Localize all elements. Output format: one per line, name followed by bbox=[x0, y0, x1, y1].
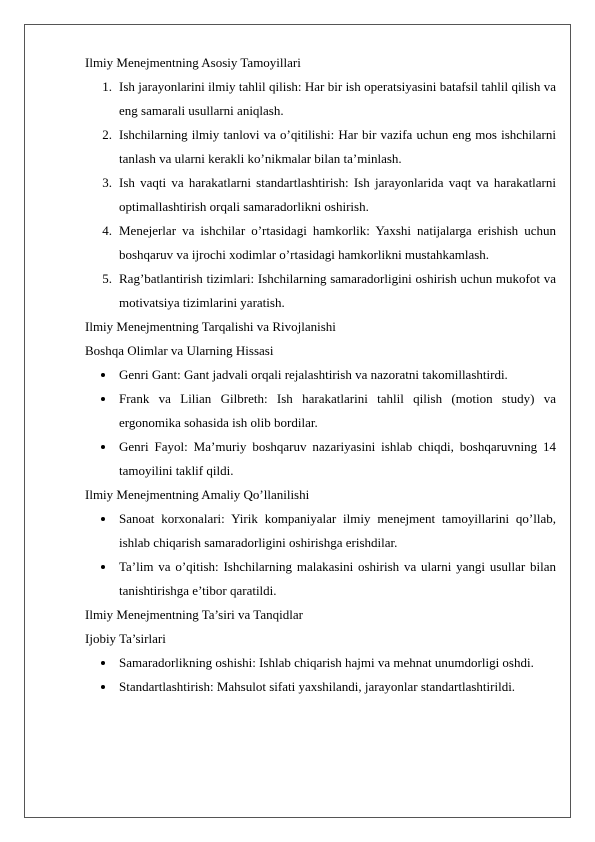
section-heading-impact: Ilmiy Menejmentning Ta’siri va Tanqidlar bbox=[85, 607, 303, 622]
list-item-text: Standartlashtirish: Mahsulot sifati yaxshilandi, jarayonlar standartlashtirildi. bbox=[119, 679, 516, 694]
section-heading-principles: Ilmiy Menejmentning Asosiy Tamoyillari bbox=[85, 55, 301, 70]
document-body bbox=[85, 51, 556, 699]
bullet-icon bbox=[85, 555, 119, 603]
section-heading-scholars: Boshqa Olimlar va Ularning Hissasi bbox=[85, 343, 274, 358]
list-item bbox=[85, 651, 556, 675]
list-item-text: Ishchilarning ilmiy tanlovi va o’qitilishi: Har bir vazifa uchun eng mos ishchilarni tanlash va ularni kerakli ko’nikmalar bilan ta’minlash. bbox=[119, 127, 556, 166]
list-number: 5. bbox=[102, 271, 112, 286]
list-item bbox=[85, 387, 556, 435]
list-item bbox=[85, 675, 556, 699]
list-item-text: Genri Gant: Gant jadvali orqali rejalashtirish va nazoratni takomillashtirdi. bbox=[119, 367, 508, 382]
bullet-icon bbox=[85, 675, 119, 699]
section-heading-spread: Ilmiy Menejmentning Tarqalishi va Rivojlanishi bbox=[85, 319, 336, 334]
list-item bbox=[85, 507, 556, 555]
list-item-text: Sanoat korxonalari: Yirik kompaniyalar ilmiy menejment tamoyillarini qo’llab, ishlab chiqarish samaradorligini oshirishga erishdilar. bbox=[119, 511, 556, 550]
list-item bbox=[85, 75, 556, 123]
list-item bbox=[85, 435, 556, 483]
list-item-text: Menejerlar va ishchilar o’rtasidagi hamkorlik: Yaxshi natijalarga erishish uchun boshqaruv va ijrochi xodimlar o’rtasidagi hamkorlikni mustahkamlash. bbox=[119, 223, 556, 262]
list-item-text: Rag’batlantirish tizimlari: Ishchilarning samaradorligini oshirish uchun mukofot va motivatsiya tizimlarini yaratish. bbox=[119, 271, 556, 310]
bullet-icon bbox=[85, 387, 119, 435]
list-item-text: Ish vaqti va harakatlarni standartlashtirish: Ish jarayonlarida vaqt va harakatlarni optimallashtirish orqali samaradorlikni oshirish. bbox=[119, 175, 556, 214]
list-item bbox=[85, 171, 556, 219]
list-item bbox=[85, 555, 556, 603]
list-item-text: Ish jarayonlarini ilmiy tahlil qilish: Har bir ish operatsiyasini batafsil tahlil qilish va eng samarali usullarni aniqlash. bbox=[119, 79, 556, 118]
list-item bbox=[85, 363, 556, 387]
numbered-list-principles bbox=[85, 75, 556, 315]
bullet-list-applications bbox=[85, 507, 556, 603]
list-item-text: Ta’lim va o’qitish: Ishchilarning malakasini oshirish va ularni yangi usullar bilan tanishtirishga e’tibor qaratildi. bbox=[119, 559, 556, 598]
list-number: 3. bbox=[102, 175, 112, 190]
list-item-text: Frank va Lilian Gilbreth: Ish harakatlarini tahlil qilish (motion study) va ergonomika sohasida ish olib bordilar. bbox=[119, 391, 556, 430]
list-number: 4. bbox=[102, 223, 112, 238]
section-heading-applications: Ilmiy Menejmentning Amaliy Qo’llanilishi bbox=[85, 487, 310, 502]
bullet-icon bbox=[85, 507, 119, 555]
list-item-text: Samaradorlikning oshishi: Ishlab chiqarish hajmi va mehnat unumdorligi oshdi. bbox=[119, 655, 534, 670]
list-item-text: Genri Fayol: Ma’muriy boshqaruv nazariyasini ishlab chiqdi, boshqaruvning 14 tamoyilini taklif qildi. bbox=[119, 439, 556, 478]
section-heading-positive: Ijobiy Ta’sirlari bbox=[85, 631, 166, 646]
bullet-icon bbox=[85, 651, 119, 675]
list-item bbox=[85, 267, 556, 315]
list-item bbox=[85, 123, 556, 171]
list-number: 2. bbox=[102, 127, 112, 142]
bullet-list-scholars bbox=[85, 363, 556, 483]
list-number: 1. bbox=[102, 79, 112, 94]
bullet-list-positives bbox=[85, 651, 556, 699]
bullet-icon bbox=[85, 435, 119, 483]
list-item bbox=[85, 219, 556, 267]
bullet-icon bbox=[85, 363, 119, 387]
